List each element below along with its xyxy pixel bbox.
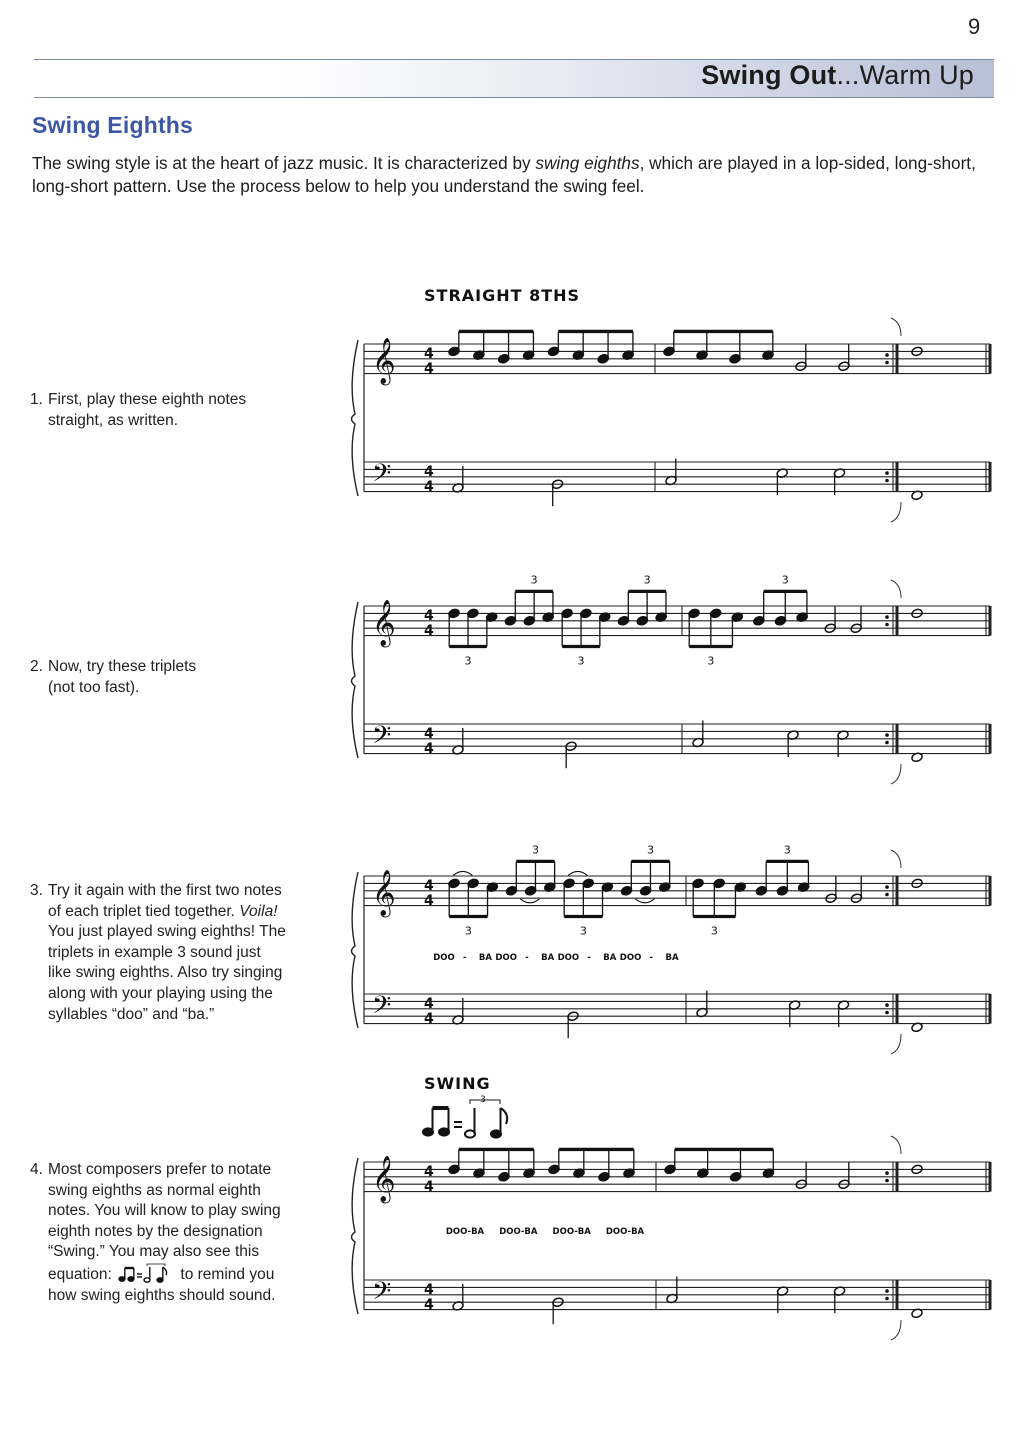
repeat-dot (885, 1003, 889, 1007)
step-line: how swing eighths should sound. (48, 1286, 276, 1304)
syllable: - (649, 953, 654, 963)
step-line-text: equation: (48, 1265, 112, 1283)
treble-clef: 𝄞 (372, 1156, 396, 1202)
repeat-dot (885, 1171, 889, 1175)
ending-bracket (891, 1034, 901, 1054)
brace (352, 602, 359, 758)
tie (453, 871, 472, 875)
music-system (352, 573, 991, 784)
triplet-number: 3 (707, 654, 715, 668)
step-emphasis: Voila! (239, 902, 278, 920)
step-line: You just played swing eighths! The (48, 923, 286, 941)
time-signature-top: 4 (424, 608, 434, 624)
triplet-number: 3 (531, 843, 539, 857)
step-line-text: of each triplet tied together. (48, 902, 240, 920)
step-line: along with your playing using the (48, 984, 273, 1002)
step-number: 3. (30, 882, 43, 899)
repeat-dot (885, 885, 889, 889)
time-signature-bottom: 4 (424, 741, 434, 757)
syllable: DOO-BA (445, 1227, 485, 1237)
triplet-number: 3 (464, 654, 472, 668)
syllable: DOO (557, 953, 580, 963)
chapter-title-bold: Swing Out (701, 60, 837, 90)
music-system (352, 1136, 991, 1340)
repeat-dot (885, 353, 889, 357)
triplet-number: 3 (530, 573, 538, 587)
time-signature-top: 4 (424, 726, 434, 742)
repeat-dot (885, 893, 889, 897)
repeat-dot (885, 615, 889, 619)
ending-bracket (891, 1320, 901, 1340)
step-line: First, play these eighth notes (48, 391, 247, 408)
syllable: DOO (433, 953, 455, 963)
triplet-number: 3 (579, 924, 587, 938)
syllable: BA (665, 953, 679, 963)
triplet-number: 3 (646, 843, 654, 857)
music-system (352, 318, 991, 522)
step-line: swing eighths as normal eighth (48, 1181, 261, 1199)
example-1-label: STRAIGHT 8THS (424, 286, 581, 305)
triplet-number: 3 (710, 924, 718, 938)
ending-bracket (891, 764, 901, 784)
brace (352, 340, 359, 496)
step-line: “Swing.” You may also see this (48, 1243, 260, 1261)
ending-bracket (891, 318, 901, 336)
syllable: DOO (619, 953, 642, 963)
step-line: like swing eighths. Also try singing (48, 964, 283, 982)
syllable: - (462, 953, 467, 963)
triplet-number: 3 (643, 573, 651, 587)
intro-text-b: , which are played in a lop-sided, long-short, long-short pattern. Use the process below to help you understand the swing feel. (32, 153, 976, 196)
intro-emphasis: swing eighths (535, 153, 640, 173)
repeat-dot (885, 471, 889, 475)
triplet-number: 3 (781, 573, 789, 587)
time-signature-bottom: 4 (424, 361, 434, 377)
repeat-dot (885, 1289, 889, 1293)
step-number: 2. (30, 658, 43, 675)
time-signature-top: 4 (424, 878, 434, 894)
intro-text-a: The swing style is at the heart of jazz music. It is characterized by (32, 153, 536, 173)
syllable: DOO-BA (499, 1227, 538, 1237)
music-system (352, 843, 991, 1054)
step-line: (not too fast). (48, 678, 140, 696)
triplet-number: 3 (577, 654, 585, 668)
triplet-number: 3 (464, 924, 472, 938)
step-line: eighth notes by the designation (48, 1222, 263, 1240)
repeat-dot (885, 361, 889, 365)
time-signature-bottom: 4 (424, 1297, 434, 1313)
syllable: - (525, 953, 529, 963)
treble-clef: 𝄞 (372, 600, 396, 646)
triplet-mark: 3 (480, 1095, 486, 1105)
repeat-dot (885, 623, 889, 627)
syllable: BA (603, 953, 617, 963)
triplet-number: 3 (783, 843, 791, 857)
step-number: 4. (30, 1161, 43, 1178)
repeat-dot (885, 741, 889, 745)
bass-clef: 𝄢 (372, 1277, 392, 1312)
step-line: Try it again with the first two notes (48, 882, 282, 899)
tie (568, 871, 587, 875)
brace (352, 1158, 359, 1314)
step-line: notes. You will know to play swing (48, 1202, 281, 1220)
time-signature-top: 4 (424, 346, 434, 362)
bass-clef: 𝄢 (372, 459, 392, 494)
bass-clef: 𝄢 (372, 721, 392, 756)
time-signature-bottom: 4 (424, 1179, 434, 1195)
repeat-dot (885, 1297, 889, 1301)
ending-bracket (891, 502, 901, 522)
step-line-text: to remind you (180, 1265, 275, 1283)
syllable: - (587, 953, 591, 963)
syllable: DOO (495, 953, 517, 963)
repeat-dot (885, 1179, 889, 1183)
page-number: 9 (968, 14, 981, 39)
step-line: Now, try these triplets (48, 658, 197, 675)
syllable: BA (478, 953, 492, 963)
ending-bracket (891, 850, 901, 868)
syllable: DOO-BA (605, 1227, 645, 1237)
ending-bracket (891, 1136, 901, 1154)
treble-clef: 𝄞 (372, 870, 396, 916)
syllable: DOO-BA (552, 1227, 591, 1237)
time-signature-bottom: 4 (424, 479, 434, 495)
repeat-dot (885, 1011, 889, 1015)
repeat-dot (885, 733, 889, 737)
tie (635, 899, 654, 903)
step-number: 1. (30, 391, 43, 408)
time-signature-bottom: 4 (424, 893, 434, 909)
step-line: triplets in example 3 sound just (48, 943, 261, 961)
tie (520, 899, 539, 903)
step-line: straight, as written. (48, 411, 179, 429)
time-signature-top: 4 (424, 1282, 434, 1298)
time-signature-top: 4 (424, 996, 434, 1012)
step-line: syllables “doo” and “ba.” (48, 1005, 215, 1023)
chapter-title-rest: ...Warm Up (836, 60, 974, 90)
step-line: Most composers prefer to notate (48, 1161, 272, 1178)
example-4-label: SWING (424, 1074, 491, 1093)
time-signature-bottom: 4 (424, 1011, 434, 1027)
brace (352, 872, 359, 1028)
time-signature-top: 4 (424, 1164, 434, 1180)
repeat-dot (885, 479, 889, 483)
section-title: Swing Eighths (32, 112, 194, 138)
time-signature-bottom: 4 (424, 623, 434, 639)
time-signature-top: 4 (424, 464, 434, 480)
syllable: BA (541, 953, 555, 963)
treble-clef: 𝄞 (372, 338, 396, 384)
ending-bracket (891, 580, 901, 598)
bass-clef: 𝄢 (372, 991, 392, 1026)
